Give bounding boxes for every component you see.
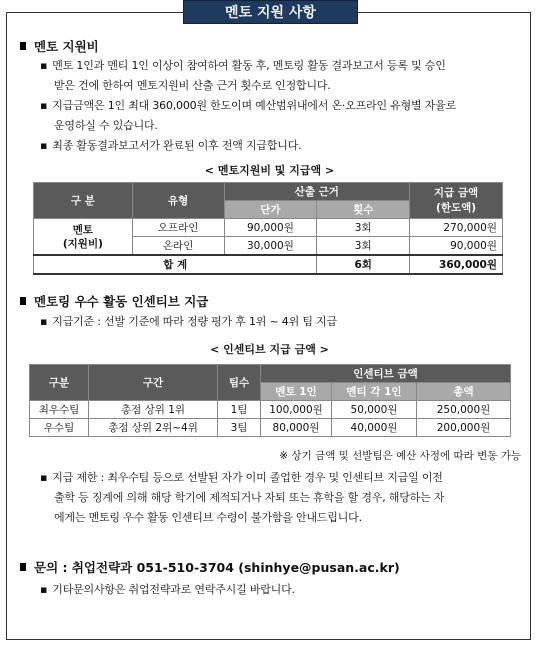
bullet-paragraph-2 (40, 96, 520, 136)
section-heading-text: 문의 : 취업전략과 051-510-3704 (shinhye@pusan.ac.kr) (34, 560, 400, 575)
total-amount: 360,000원 (410, 255, 503, 274)
cell-range: 총점 상위 1위 (89, 401, 218, 419)
bullet-text: 출학 등 징계에 의해 해당 학기에 제적되거나 자퇴 또는 휴학을 할 경우, 해당하는 자 (54, 491, 445, 504)
cell-total: 200,000원 (417, 419, 511, 437)
table-caption-mentor-support: < 멘토지원비 및 지급액 > (204, 164, 335, 177)
row-label-text: 멘토 (72, 223, 94, 236)
square-bullet-icon (20, 563, 26, 571)
header-amount-sub: (한도액) (436, 201, 477, 214)
bullet-dot-icon: ▪ (40, 315, 48, 328)
bullet-text: 운영하실 수 있습니다. (54, 119, 158, 132)
cell-gubun: 우수팀 (30, 419, 89, 437)
header-basis: 산출 근거 (224, 183, 410, 201)
header-total: 총액 (417, 383, 511, 401)
header-type: 유형 (132, 183, 224, 219)
cell-mentor: 80,000원 (261, 419, 332, 437)
header-amount-text: 지급 금액 (433, 186, 479, 199)
header-mentee: 멘티 각 1인 (332, 383, 417, 401)
header-gubun: 구분 (30, 365, 89, 401)
cell-amount: 90,000원 (410, 237, 503, 256)
cell-type: 오프라인 (132, 219, 224, 237)
cell-teams: 1팀 (218, 401, 261, 419)
header-unit: 단가 (224, 201, 317, 219)
cell-mentee: 40,000원 (332, 419, 417, 437)
cell-total: 250,000원 (417, 401, 511, 419)
bullet-text: 멘토 1인과 멘티 1인 이상이 참여하여 활동 후, 멘토링 활동 결과보고서 등록 및 승인 (52, 59, 446, 72)
total-count: 6회 (317, 255, 410, 274)
cell-mentor: 100,000원 (261, 401, 332, 419)
section-heading-text: 멘토링 우수 활동 인센티브 지급 (34, 294, 209, 309)
bullet-text: 기타문의사항은 취업전략과로 연락주시길 바랍니다. (52, 583, 295, 596)
header-incentive: 인센티브 금액 (261, 365, 511, 383)
page-title: 멘토 지원 사항 (183, 0, 358, 24)
section-heading-contact (20, 558, 400, 576)
bullet-paragraph-restrict (40, 468, 520, 528)
bullet-dot-icon: ▪ (40, 139, 48, 152)
header-teams: 팀수 (218, 365, 261, 401)
section-heading-incentive (20, 292, 208, 310)
mentor-support-table (33, 182, 503, 275)
square-bullet-icon (20, 297, 26, 305)
header-gubun: 구 분 (34, 183, 133, 219)
cell-mentee: 50,000원 (332, 401, 417, 419)
bullet-text: 최종 활동결과보고서가 완료된 이후 전액 지급합니다. (52, 139, 302, 152)
header-range: 구간 (89, 365, 218, 401)
square-bullet-icon (20, 42, 26, 50)
row-label-mentor (34, 219, 133, 256)
note-budget: ※ 상기 금액 및 선발팀은 예산 사정에 따라 변동 가능 (279, 450, 521, 462)
bullet-dot-icon: ▪ (40, 59, 48, 72)
total-label: 합 계 (34, 255, 317, 274)
bullet-paragraph-contact (40, 580, 520, 600)
bullet-text: 지급금액은 1인 최대 360,000원 한도이며 예산범위내에서 온·오프라인 유형별 자율로 (52, 99, 457, 112)
bullet-text: 받은 건에 한하여 멘토지원비 산출 근거 횟수로 인정합니다. (54, 79, 331, 92)
cell-gubun: 최우수팀 (30, 401, 89, 419)
bullet-text: 지급기준 : 선발 기준에 따라 정량 평가 후 1위 ~ 4위 팀 지급 (52, 315, 337, 328)
cell-count: 3회 (317, 219, 410, 237)
bullet-text: 지급 제한 : 최우수팀 등으로 선발된 자가 이미 졸업한 경우 및 인센티브 지급일 이전 (52, 471, 443, 484)
header-count: 횟수 (317, 201, 410, 219)
bullet-paragraph-3 (40, 136, 520, 156)
bullet-dot-icon: ▪ (40, 583, 48, 596)
header-amount (410, 183, 503, 219)
row-label-sub: (지원비) (62, 237, 103, 250)
bullet-paragraph-1 (40, 56, 520, 96)
section-heading-text: 멘토 지원비 (34, 39, 99, 54)
cell-count: 3회 (317, 237, 410, 256)
cell-type: 온라인 (132, 237, 224, 256)
cell-amount: 270,000원 (410, 219, 503, 237)
cell-unit: 90,000원 (224, 219, 317, 237)
cell-teams: 3팀 (218, 419, 261, 437)
cell-unit: 30,000원 (224, 237, 317, 256)
table-caption-incentive: < 인센티브 지급 금액 > (210, 343, 329, 356)
section-heading-mentor-support (20, 37, 99, 55)
cell-range: 총점 상위 2위~4위 (89, 419, 218, 437)
header-mentor: 멘토 1인 (261, 383, 332, 401)
bullet-dot-icon: ▪ (40, 99, 48, 112)
bullet-text: 에게는 멘토링 우수 활동 인센티브 수령이 불가함을 안내드립니다. (54, 511, 362, 524)
bullet-paragraph-incentive (40, 312, 520, 332)
incentive-table (29, 364, 511, 437)
bullet-dot-icon: ▪ (40, 471, 48, 484)
